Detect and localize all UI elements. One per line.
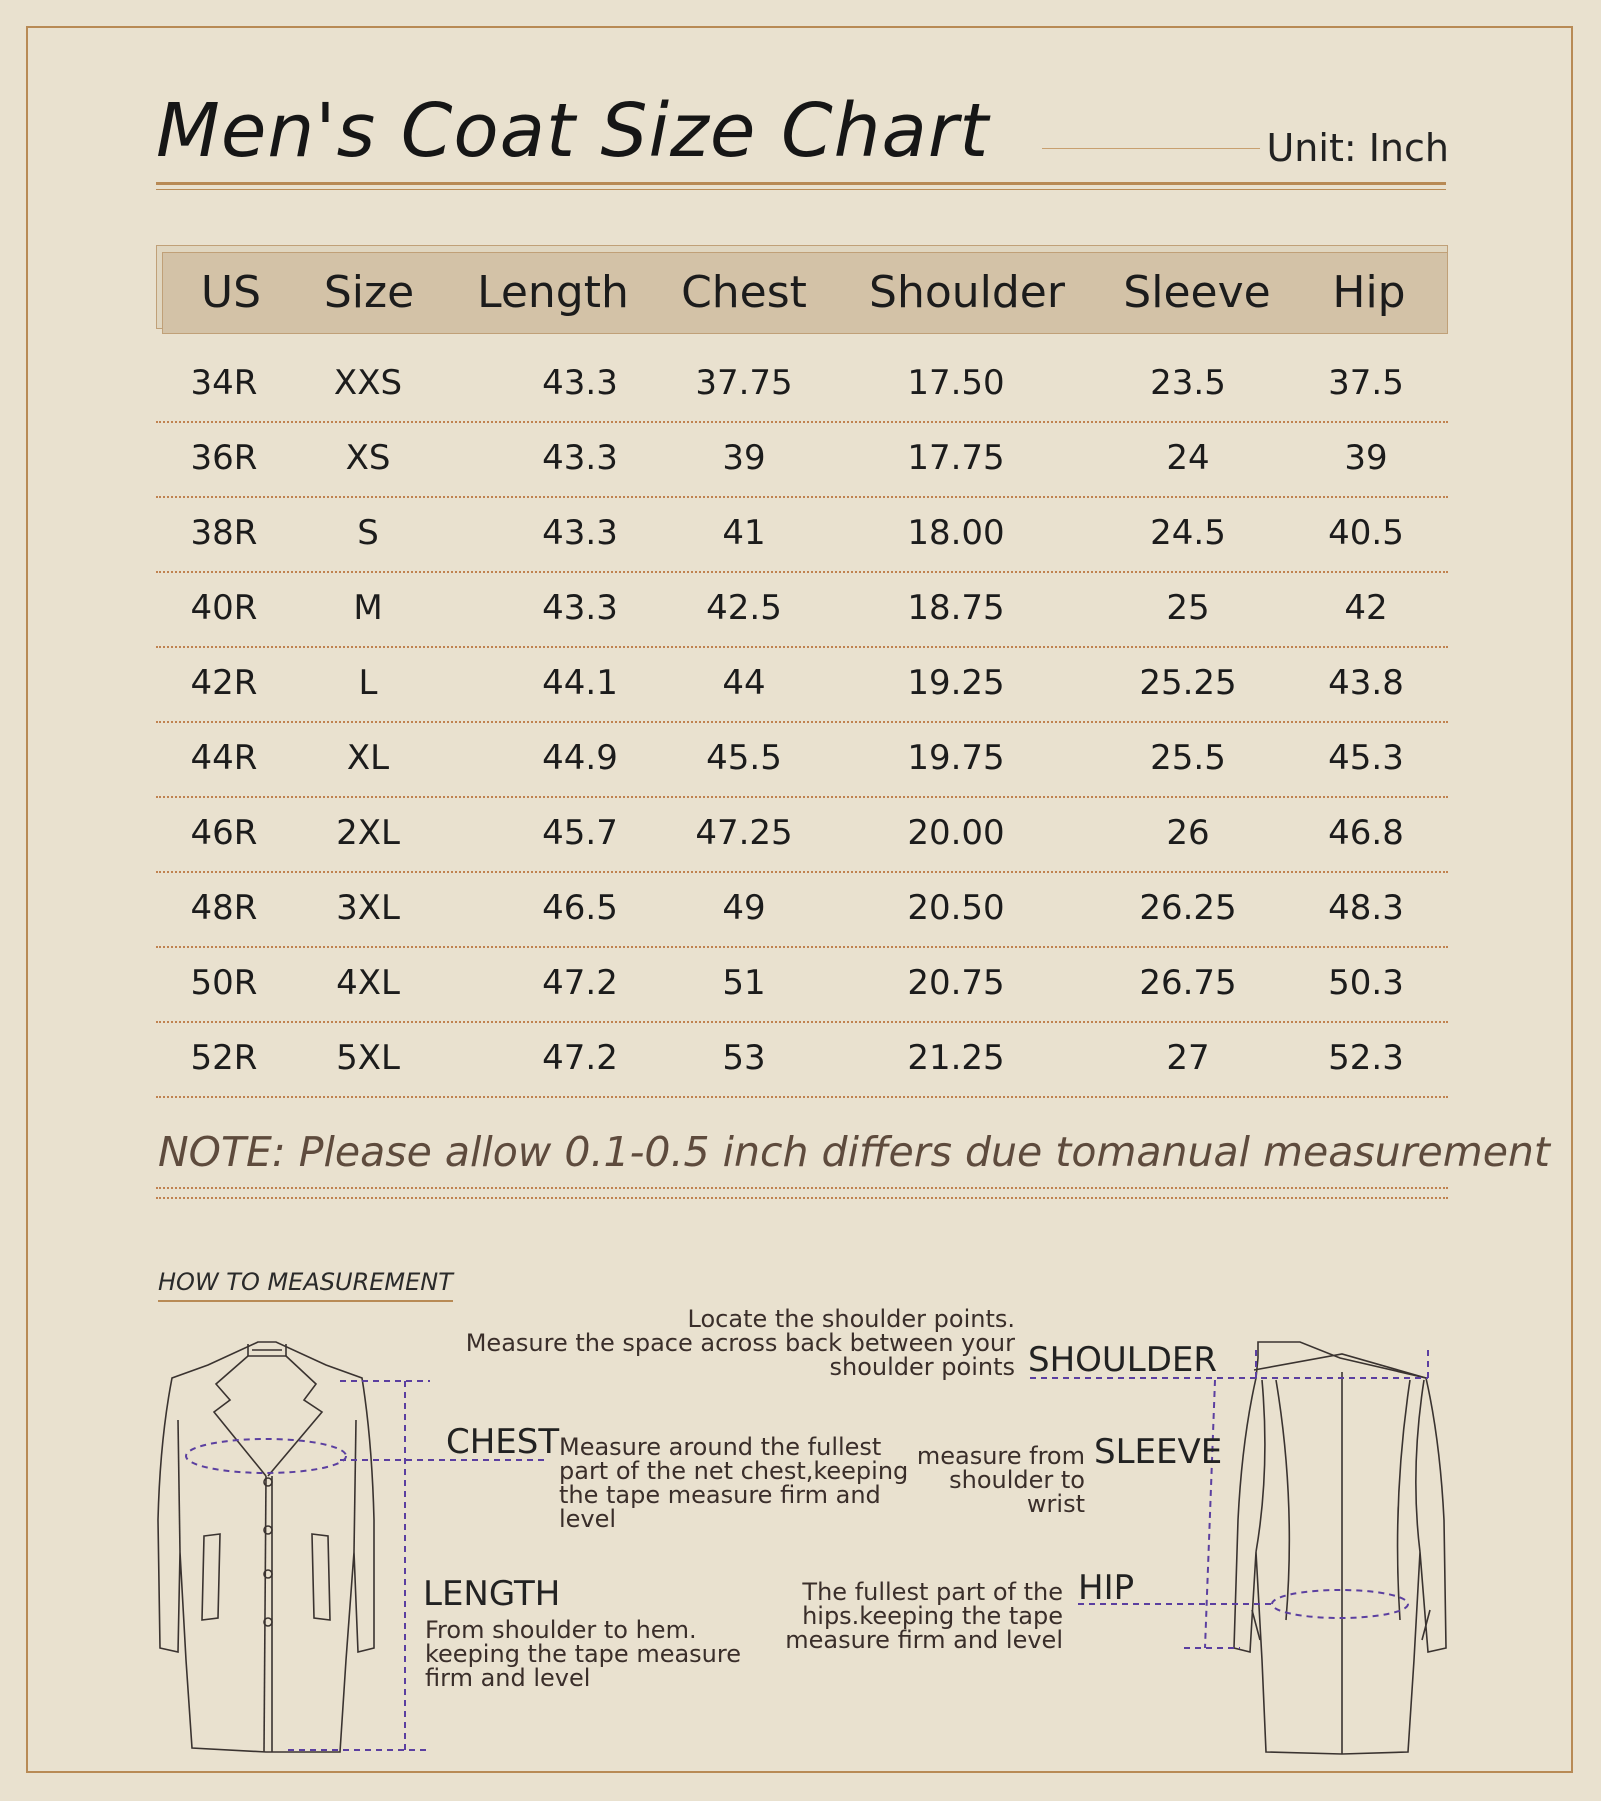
- length-label: LENGTH: [423, 1574, 561, 1614]
- cell-chest: 39: [722, 438, 766, 478]
- cell-hip: 43.8: [1328, 663, 1404, 703]
- cell-hip: 42: [1344, 588, 1388, 628]
- cell-hip: 45.3: [1328, 738, 1404, 778]
- cell-sleeve: 25: [1166, 588, 1210, 628]
- cell-length: 43.3: [542, 513, 618, 553]
- cell-us: 34R: [190, 363, 258, 403]
- cell-chest: 45.5: [706, 738, 782, 778]
- cell-chest: 47.25: [695, 813, 793, 853]
- cell-shoulder: 17.75: [907, 438, 1005, 478]
- cell-hip: 39: [1344, 438, 1388, 478]
- cell-hip: 50.3: [1328, 963, 1404, 1003]
- chest-description: Measure around the fullest part of the net chest,keeping the tape measure firm and level: [559, 1433, 909, 1533]
- col-header-hip: Hip: [1332, 267, 1406, 318]
- cell-chest: 41: [722, 513, 766, 553]
- cell-size: XS: [345, 438, 391, 478]
- cell-shoulder: 21.25: [907, 1038, 1005, 1078]
- cell-shoulder: 20.50: [907, 888, 1005, 928]
- length-description: From shoulder to hem. keeping the tape measure firm and level: [425, 1616, 741, 1692]
- cell-shoulder: 20.00: [907, 813, 1005, 853]
- chest-label: CHEST: [446, 1422, 560, 1462]
- cell-sleeve: 24: [1166, 438, 1210, 478]
- cell-length: 47.2: [542, 963, 618, 1003]
- cell-hip: 37.5: [1328, 363, 1404, 403]
- cell-us: 52R: [190, 1038, 258, 1078]
- cell-chest: 49: [722, 888, 766, 928]
- cell-us: 44R: [190, 738, 258, 778]
- cell-sleeve: 27: [1166, 1038, 1210, 1078]
- cell-us: 38R: [190, 513, 258, 553]
- cell-us: 46R: [190, 813, 258, 853]
- cell-sleeve: 26.75: [1139, 963, 1237, 1003]
- cell-us: 42R: [190, 663, 258, 703]
- cell-us: 50R: [190, 963, 258, 1003]
- sleeve-description: measure from shoulder to wrist: [916, 1442, 1085, 1518]
- cell-shoulder: 20.75: [907, 963, 1005, 1003]
- cell-chest: 42.5: [706, 588, 782, 628]
- cell-size: XXS: [333, 363, 403, 403]
- cell-shoulder: 18.75: [907, 588, 1005, 628]
- cell-length: 45.7: [542, 813, 618, 853]
- cell-chest: 37.75: [695, 363, 793, 403]
- col-header-size: Size: [323, 267, 415, 318]
- cell-length: 47.2: [542, 1038, 618, 1078]
- cell-chest: 51: [722, 963, 766, 1003]
- cell-length: 46.5: [542, 888, 618, 928]
- cell-length: 44.1: [542, 663, 618, 703]
- cell-chest: 44: [722, 663, 766, 703]
- cell-length: 43.3: [542, 363, 618, 403]
- hip-description: The fullest part of the hips.keeping the tape measure firm and level: [785, 1578, 1063, 1654]
- cell-hip: 48.3: [1328, 888, 1404, 928]
- cell-size: 3XL: [336, 888, 400, 928]
- col-header-length: Length: [477, 267, 629, 318]
- cell-hip: 40.5: [1328, 513, 1404, 553]
- cell-us: 36R: [190, 438, 258, 478]
- shoulder-label: SHOULDER: [1028, 1340, 1218, 1380]
- cell-us: 40R: [190, 588, 258, 628]
- cell-length: 44.9: [542, 738, 618, 778]
- cell-sleeve: 25.5: [1150, 738, 1226, 778]
- cell-size: M: [353, 588, 383, 628]
- back-coat-drawing: [1234, 1342, 1446, 1754]
- how-to-heading: HOW TO MEASUREMENT: [158, 1268, 453, 1296]
- shoulder-description: Locate the shoulder points. Measure the space across back between your shoulder points: [465, 1305, 1015, 1381]
- cell-shoulder: 18.00: [907, 513, 1005, 553]
- cell-hip: 46.8: [1328, 813, 1404, 853]
- cell-size: S: [357, 513, 379, 553]
- col-header-shoulder: Shoulder: [869, 267, 1065, 318]
- cell-sleeve: 23.5: [1150, 363, 1226, 403]
- sleeve-label: SLEEVE: [1094, 1432, 1223, 1472]
- cell-chest: 53: [722, 1038, 766, 1078]
- cell-us: 48R: [190, 888, 258, 928]
- cell-length: 43.3: [542, 588, 618, 628]
- unit-label: Unit: Inch: [1266, 126, 1449, 170]
- cell-size: L: [358, 663, 378, 703]
- cell-sleeve: 25.25: [1139, 663, 1237, 703]
- cell-length: 43.3: [542, 438, 618, 478]
- cell-sleeve: 24.5: [1150, 513, 1226, 553]
- cell-shoulder: 19.75: [907, 738, 1005, 778]
- front-coat-drawing: [158, 1342, 374, 1752]
- col-header-us: US: [200, 267, 262, 318]
- cell-size: 2XL: [336, 813, 400, 853]
- cell-size: XL: [346, 738, 390, 778]
- measurement-note: NOTE: Please allow 0.1-0.5 inch differs due tomanual measurement: [158, 1128, 1550, 1176]
- page-title: Men's Coat Size Chart: [156, 88, 990, 174]
- cell-sleeve: 26: [1166, 813, 1210, 853]
- col-header-sleeve: Sleeve: [1123, 267, 1271, 318]
- cell-shoulder: 17.50: [907, 363, 1005, 403]
- hip-label: HIP: [1078, 1568, 1135, 1608]
- col-header-chest: Chest: [681, 267, 807, 318]
- cell-sleeve: 26.25: [1139, 888, 1237, 928]
- cell-size: 4XL: [336, 963, 400, 1003]
- cell-hip: 52.3: [1328, 1038, 1404, 1078]
- cell-shoulder: 19.25: [907, 663, 1005, 703]
- cell-size: 5XL: [336, 1038, 400, 1078]
